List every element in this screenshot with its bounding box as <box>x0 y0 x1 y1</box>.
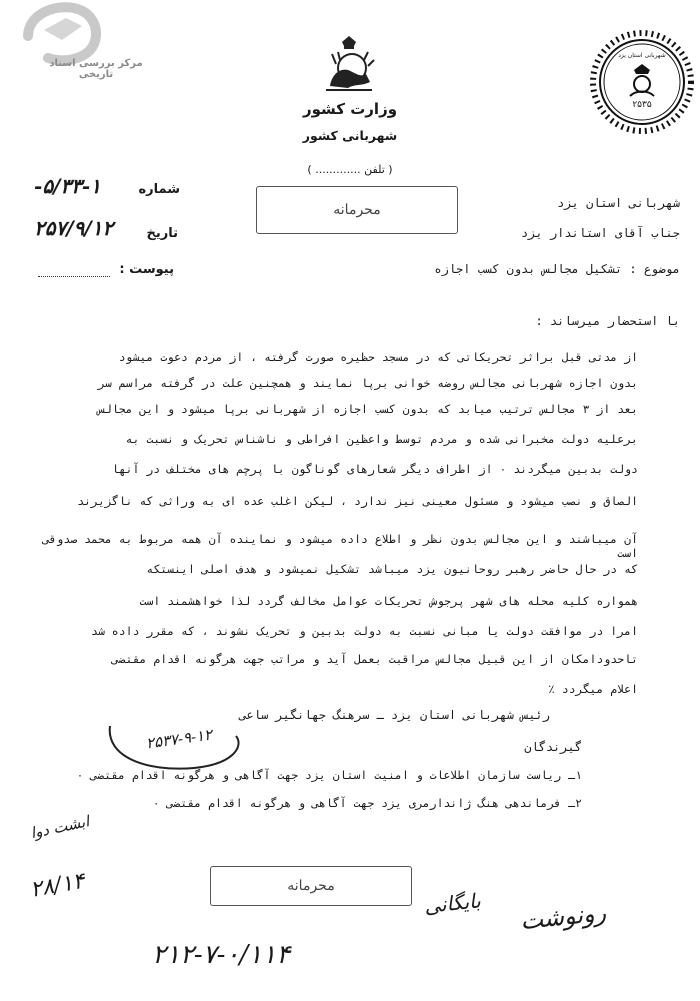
date-value: ۲۵۷/۹/۱۲ <box>34 216 114 240</box>
handwritten-note: ابشت دوا <box>29 812 91 843</box>
phone-label: ( تلفن ............. ) <box>307 163 393 176</box>
attachment-dotted-line <box>38 276 110 277</box>
body-line: دولت بدبین میگردند ۰ از اطراف دیگر شعارهای گوناگون با پرچم های مختلف در آنها <box>111 462 638 476</box>
oval-date: ۲۵۳۷-۹-۱۲ <box>144 725 214 753</box>
watermark-text: مرکز بررسی اسناد تاریخی <box>49 58 143 80</box>
ministry-title: وزارت کشور <box>302 100 398 118</box>
recipient-item: ۱ـ ریاست سازمان اطلاعات و امنیت استان یزد جهت آگاهی و هرگونه اقدام مقتضی ۰ <box>76 768 582 782</box>
confidential-stamp-bottom: محرمانه <box>210 866 412 906</box>
recipients-label: گیرندگان <box>524 740 582 754</box>
body-line: الصاق و نصب میشود و مسئول معینی نیز ندارد ، لیکن اغلب عده ای به وراثی که ناگزیرند <box>77 494 638 508</box>
number-value: ۵/۳۳-۱- <box>34 174 101 198</box>
body-line: بعد از ۳ مجالس ترتیب میابد که بدون کسب اجازه از شهربانی برپا میشود و این مجالس <box>97 402 638 416</box>
body-line: که در حال حاضر رهبر روحانیون یزد میباشد تشکیل نمیشود و هدف اصلی اینستکه <box>146 562 638 576</box>
signature-block: رئیس شهربانی استان یزد ـ سرهنگ جهانگیر ساعی <box>239 708 550 722</box>
subject-line: موضوع : تشکیل مجالس بدون کسب اجازه <box>434 262 680 276</box>
attachment-label: پیوست : <box>119 262 174 277</box>
watermark-logo <box>22 2 104 66</box>
archive-logo-icon <box>22 2 104 66</box>
official-seal <box>590 30 694 134</box>
body-line: از مدتی قبل براثر تحریکاتی که در مسجد حظیره صورت گرفته ، از مردم دعوت میشود <box>118 350 638 364</box>
body-line: همواره کلیه محله های شهر پرجوش تحریکات عوامل مخالف گردد لذا خواهشمند است <box>139 594 638 608</box>
lion-sun-emblem <box>318 34 380 96</box>
body-line: اعلام میگردد ٪ <box>547 682 638 696</box>
handwritten-signature-right: رونوشت <box>518 898 608 936</box>
from-line: شهربانی استان یزد <box>557 196 680 210</box>
body-line: آن میباشند و این مجالس بدون نظر و اطلاع داده میشود و نماینده آن همه مربوط به محمد صدوقی است <box>42 532 638 560</box>
to-line: جناب آقای استاندار یزد <box>521 226 680 240</box>
handwritten-oval <box>104 716 246 774</box>
salutation: با استحضار میرساند : <box>535 314 680 328</box>
department-title: شهربانی کشور <box>302 128 398 143</box>
recipient-item: ۲ـ فرماندهی هنگ ژاندارمری یزد جهت آگاهی و هرگونه اقدام مقتضی ۰ <box>152 796 582 810</box>
handwritten-number-bottom: ۲۱۲-۷-۰/۱۱۴ <box>152 940 291 970</box>
seal-text: شهربانی استان یزد <box>618 52 666 59</box>
lion-and-sun-icon <box>318 34 380 96</box>
body-line: تاحدودامکان از این قبیل مجالس مراقبت بعمل آید و مراتب جهت هرگونه اقدام مقتضی <box>111 652 638 666</box>
seal-icon <box>590 30 694 134</box>
handwritten-number-left: ۲۸/۱۴ <box>28 868 87 903</box>
number-label: شماره <box>138 182 180 197</box>
handwritten-signature-mid: بایگانی <box>422 888 482 919</box>
body-line: بدون اجازه شهربانی مجالس روضه خوانی برپا نمایند و همچنین علت در گرفته مراسم سر <box>97 376 638 390</box>
confidential-stamp-top: محرمانه <box>256 186 458 234</box>
date-label: تاریخ <box>146 226 178 241</box>
seal-year: ۲۵۳۵ <box>632 100 652 110</box>
body-line: امرا در موافقت دولت یا مبانی نسبت به دولت بدبین و تحریک نشوند ، که مقرر داده شد <box>91 624 638 638</box>
body-line: برعلیه دولت مخبرانی شده و مردم توسط واعظین افراطی و ناشناس تحریک و نسبت به <box>125 432 638 446</box>
